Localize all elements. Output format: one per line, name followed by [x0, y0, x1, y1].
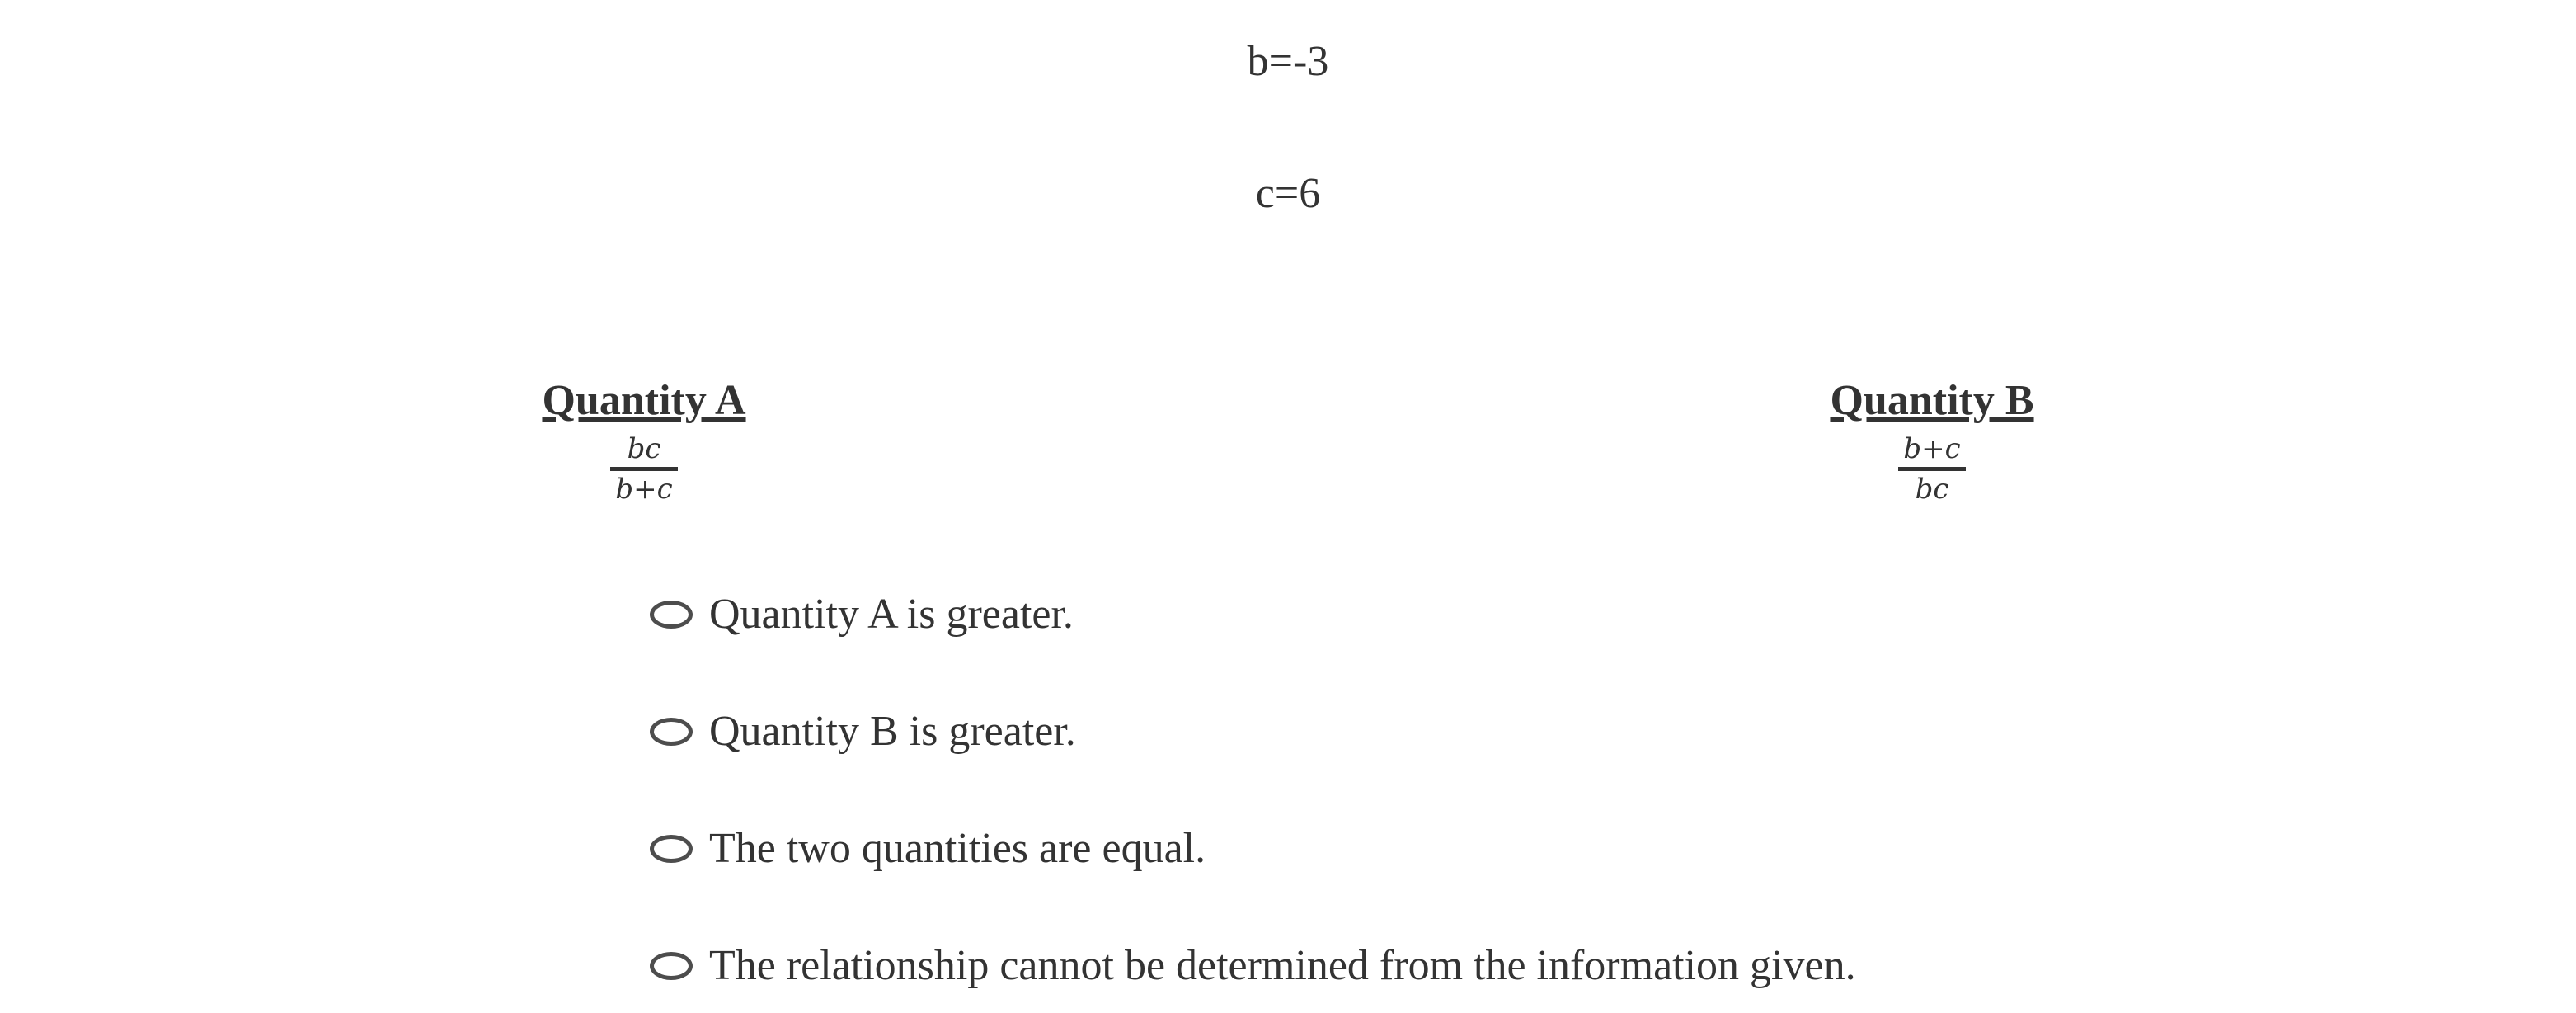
- radio-button-icon[interactable]: [650, 835, 693, 863]
- option-row-quantity-b-greater[interactable]: [650, 702, 1076, 761]
- quantity-a-numerator: bc: [627, 432, 661, 466]
- quantity-a-column: [0, 375, 1288, 506]
- option-row-quantity-a-greater[interactable]: [650, 585, 1074, 644]
- quantity-b-column: [1288, 375, 2576, 506]
- quantity-b-heading: Quantity B: [1830, 377, 2034, 424]
- quantity-b-expression: [1898, 432, 1965, 506]
- quantity-a-heading: Quantity A: [542, 377, 746, 424]
- given-equation-c: c=6: [1255, 170, 1321, 217]
- given-equation-b: b=-3: [1247, 38, 1329, 85]
- option-label: The relationship cannot be determined from the information given.: [709, 941, 1856, 989]
- quantity-b-numerator: b+c: [1903, 432, 1961, 466]
- option-label: Quantity A is greater.: [709, 590, 1074, 638]
- radio-button-icon[interactable]: [650, 601, 693, 629]
- option-row-quantities-equal[interactable]: [650, 819, 1206, 879]
- option-label: The two quantities are equal.: [709, 824, 1206, 872]
- quantity-b-denominator: bc: [1898, 467, 1965, 503]
- quantity-a-denominator: b+c: [610, 467, 677, 503]
- option-label: Quantity B is greater.: [709, 707, 1076, 755]
- option-row-cannot-be-determined[interactable]: [650, 936, 1856, 996]
- radio-button-icon[interactable]: [650, 718, 693, 746]
- quantity-a-expression: [610, 432, 677, 506]
- radio-button-icon[interactable]: [650, 952, 693, 980]
